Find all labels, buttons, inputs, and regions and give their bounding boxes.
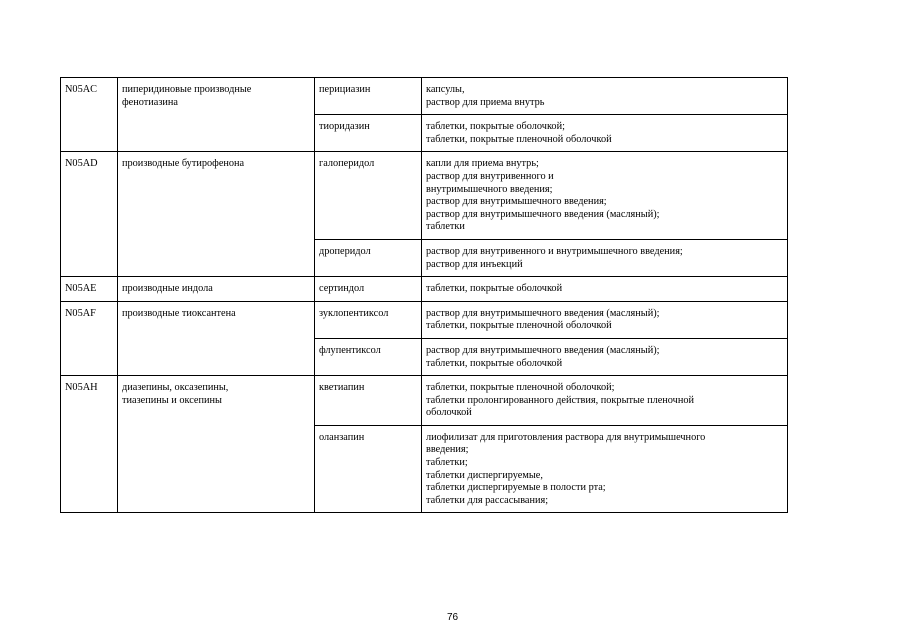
dosage-form-line: таблетки, покрытые пленочной оболочкой xyxy=(426,133,612,145)
dosage-form-line: таблетки; xyxy=(426,457,468,469)
dosage-form-line: внутримышечного введения; xyxy=(426,183,553,195)
dosage-forms-cell xyxy=(422,152,788,240)
dosage-form-line: раствор для внутривенного и xyxy=(426,170,554,182)
table-row xyxy=(61,152,788,240)
atc-code-cell xyxy=(61,376,118,513)
group-name-line: пиперидиновые производные xyxy=(122,84,252,95)
dosage-form-line: таблетки, покрытые пленочной оболочкой xyxy=(426,320,612,332)
group-name-line: производные тиоксантена xyxy=(122,307,236,319)
dosage-form-line: капсулы, xyxy=(426,84,465,95)
group-name-cell xyxy=(118,78,315,152)
group-name-cell xyxy=(118,277,315,302)
dosage-form-line: раствор для внутривенного и внутримышечного введения; xyxy=(426,245,683,257)
dosage-form-line: капли для приема внутрь; xyxy=(426,158,539,170)
dosage-form-line: раствор для внутримышечного введения (масляный); xyxy=(426,208,660,220)
dosage-form-line: таблетки, покрытые пленочной оболочкой; xyxy=(426,382,615,394)
drug-name-cell xyxy=(315,239,422,276)
table-body xyxy=(61,78,788,513)
drug-name-cell xyxy=(315,277,422,302)
group-name-cell xyxy=(118,376,315,513)
dosage-forms-cell xyxy=(422,239,788,276)
dosage-forms-cell xyxy=(422,115,788,152)
atc-code: N05AC xyxy=(65,84,98,95)
atc-code: N05AD xyxy=(65,158,98,170)
dosage-form-line: раствор для приема внутрь xyxy=(426,96,545,108)
table-row xyxy=(61,277,788,302)
drug-name: галоперидол xyxy=(319,158,375,170)
dosage-forms-cell xyxy=(422,425,788,513)
group-name-cell xyxy=(118,301,315,375)
group-name-line: производные бутирофенона xyxy=(122,158,245,170)
drug-name-cell xyxy=(315,301,422,338)
table-row xyxy=(61,376,788,426)
drug-name: оланзапин xyxy=(319,431,365,443)
group-name-line: фенотиазина xyxy=(122,96,179,108)
dosage-form-line: таблетки, покрытые оболочкой xyxy=(426,357,563,369)
drug-name: зуклопентиксол xyxy=(319,307,389,319)
drug-name: перициазин xyxy=(319,84,371,95)
group-name-line: тиазепины и оксепины xyxy=(122,394,222,406)
dosage-form-line: оболочкой xyxy=(426,407,472,419)
dosage-form-line: введения; xyxy=(426,444,469,456)
table-row xyxy=(61,301,788,338)
drug-name-cell xyxy=(315,152,422,240)
dosage-form-line: таблетки, покрытые оболочкой; xyxy=(426,121,565,133)
atc-code: N05AH xyxy=(65,382,98,394)
dosage-form-line: раствор для внутримышечного введения (масляный); xyxy=(426,344,660,356)
drug-name: дроперидол xyxy=(319,245,371,257)
atc-code-cell xyxy=(61,277,118,302)
atc-code-cell xyxy=(61,78,118,152)
drug-name-cell xyxy=(315,78,422,115)
drug-name-cell xyxy=(315,115,422,152)
atc-code-cell xyxy=(61,301,118,375)
dosage-form-line: таблетки для рассасывания; xyxy=(426,494,549,506)
dosage-forms-cell xyxy=(422,78,788,115)
dosage-form-line: таблетки, покрытые оболочкой xyxy=(426,283,563,295)
atc-code-cell xyxy=(61,152,118,277)
atc-drug-table xyxy=(60,77,788,513)
dosage-form-line: раствор для инъекций xyxy=(426,258,523,270)
dosage-forms-cell xyxy=(422,301,788,338)
drug-name-cell xyxy=(315,338,422,375)
group-name-line: диазепины, оксазепины, xyxy=(122,382,229,394)
drug-name-cell xyxy=(315,425,422,513)
drug-name: кветиапин xyxy=(319,382,365,394)
table-row xyxy=(61,78,788,115)
drug-name: сертиндол xyxy=(319,283,365,295)
dosage-form-line: раствор для внутримышечного введения (масляный); xyxy=(426,307,660,319)
dosage-form-line: раствор для внутримышечного введения; xyxy=(426,196,607,208)
dosage-form-line: таблетки диспергируемые в полости рта; xyxy=(426,482,606,494)
drug-name-cell xyxy=(315,376,422,426)
page-number: 76 xyxy=(446,612,459,623)
drug-name: тиоридазин xyxy=(319,121,370,133)
dosage-forms-cell xyxy=(422,338,788,375)
atc-code: N05AF xyxy=(65,307,96,319)
dosage-form-line: таблетки диспергируемые, xyxy=(426,469,543,481)
group-name-cell xyxy=(118,152,315,277)
dosage-forms-cell xyxy=(422,277,788,302)
dosage-form-line: таблетки xyxy=(426,221,465,233)
dosage-form-line: лиофилизат для приготовления раствора для внутримышечного xyxy=(426,431,706,443)
dosage-forms-cell xyxy=(422,376,788,426)
group-name-line: производные индола xyxy=(122,283,213,295)
atc-code: N05AE xyxy=(65,283,97,295)
dosage-form-line: таблетки пролонгированного действия, покрытые пленочной xyxy=(426,394,695,406)
drug-name: флупентиксол xyxy=(319,344,381,356)
